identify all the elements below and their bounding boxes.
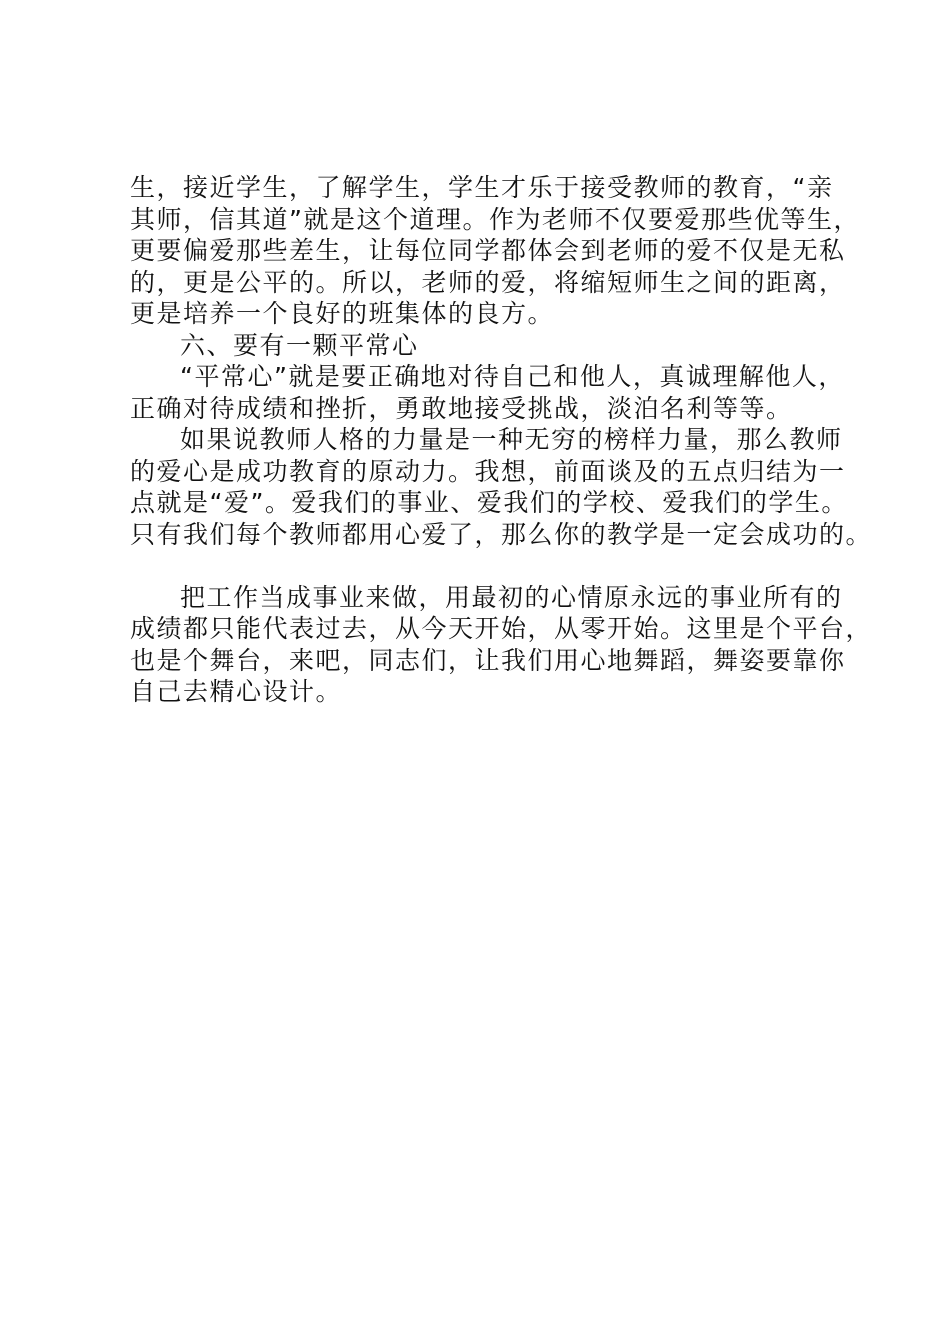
text-line: 如果说教师人格的力量是一种无穷的榜样力量，那么教师 — [180, 425, 843, 454]
text-line: 点就是“爱”。爱我们的事业、爱我们的学校、爱我们的学生。 — [130, 488, 848, 517]
text-line: 正确对待成绩和挫折，勇敢地接受挑战，淡泊名利等等。 — [130, 393, 793, 423]
text-line: 把工作当成事业来做，用最初的心情原永远的事业所有的 — [180, 582, 843, 612]
text-line: 的，更是公平的。所以，老师的爱，将缩短师生之间的距离， — [130, 267, 846, 297]
text-line: 也是个舞台，来吧，同志们，让我们用心地舞蹈，舞姿要靠你 — [130, 645, 846, 675]
paragraph-love-students — [130, 172, 860, 330]
paragraph-spacer — [130, 550, 860, 582]
text-line: 生，接近学生，了解学生，学生才乐于接受教师的教育，“亲 — [130, 173, 834, 202]
paragraph-conclusion — [130, 424, 873, 550]
text-line: 更要偏爱那些差生，让每位同学都体会到老师的爱不仅是无私 — [130, 236, 846, 265]
text-line: “平常心”就是要正确地对待自己和他人，真诚理解他人， — [180, 362, 845, 391]
text-line: 更是培养一个良好的班集体的良方。 — [130, 299, 555, 328]
document-body — [130, 172, 873, 708]
text-line: 的爱心是成功教育的原动力。我想，前面谈及的五点归结为一 — [130, 456, 846, 486]
text-line: 其师，信其道”就是这个道理。作为老师不仅要爱那些优等生， — [130, 204, 860, 234]
text-line: 只有我们每个教师都用心爱了，那么你的教学是一定会成功的。 — [130, 519, 873, 549]
text-line: 成绩都只能代表过去，从今天开始，从零开始。这里是个平台， — [130, 614, 873, 643]
section-heading-6: 六、要有一颗平常心 — [180, 330, 419, 360]
paragraph-ordinary-mind — [130, 361, 860, 424]
text-line: 自己去精心设计。 — [130, 677, 343, 706]
paragraph-closing — [130, 582, 873, 708]
